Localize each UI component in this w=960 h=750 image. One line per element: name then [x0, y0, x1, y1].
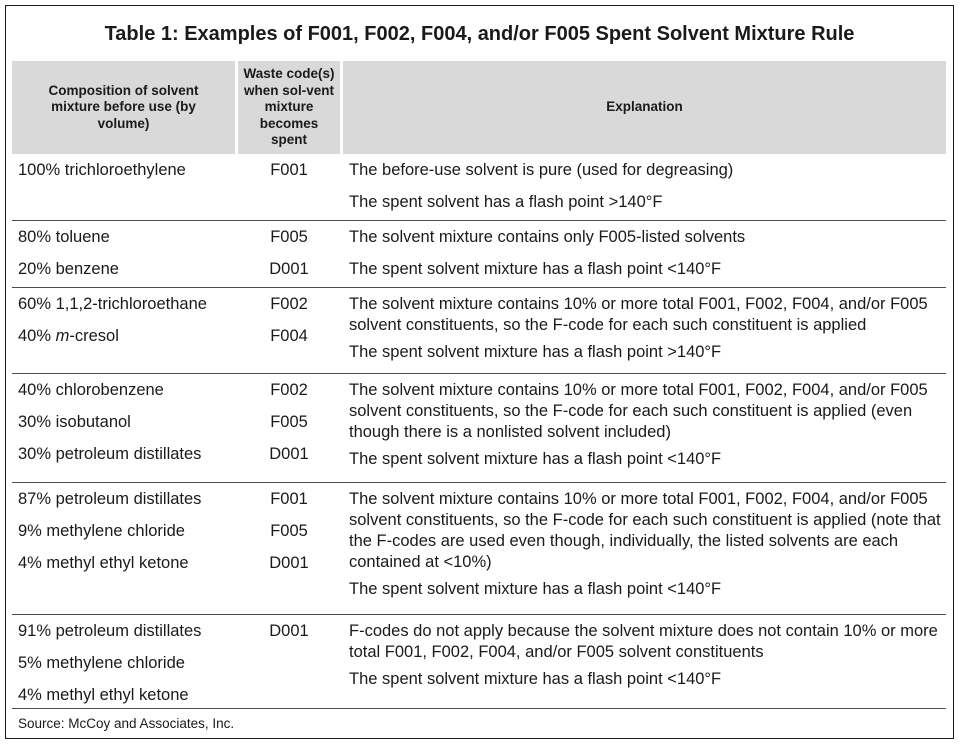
- composition-line: 20% benzene: [18, 260, 119, 278]
- header-waste-code: [238, 61, 340, 154]
- composition-line: 60% 1,1,2-trichloroethane: [18, 295, 207, 313]
- table-frame: [5, 5, 954, 739]
- composition-line: 40% chlorobenzene: [18, 381, 164, 399]
- waste-code: F001: [270, 490, 308, 508]
- table-title: Table 1: Examples of F001, F002, F004, and/or F005 Spent Solvent Mixture Rule: [104, 22, 855, 45]
- composition-cell: [18, 374, 238, 470]
- explanation-text: The spent solvent has a flash point >140°F: [349, 193, 663, 211]
- composition-italic-prefix: m: [55, 327, 70, 345]
- waste-code: F002: [270, 381, 308, 399]
- explanation-text: The spent solvent mixture has a flash point <140°F: [349, 670, 722, 688]
- waste-code-cell: [238, 615, 340, 647]
- source-note: Source: McCoy and Associates, Inc.: [12, 708, 946, 731]
- header-waste-code-label: Waste code(s) when sol-vent mixture becomes spent: [243, 66, 335, 148]
- table-row: [12, 373, 946, 482]
- waste-code-cell: [238, 154, 340, 186]
- composition-line: [18, 320, 238, 352]
- composition-line: 30% isobutanol: [18, 413, 131, 431]
- composition-line: 30% petroleum distillates: [18, 445, 202, 463]
- waste-code-cell: [238, 221, 340, 285]
- explanation-cell: [349, 154, 949, 218]
- waste-code-cell: [238, 483, 340, 579]
- waste-code: F001: [270, 161, 308, 179]
- explanation-cell: [349, 615, 949, 695]
- waste-code: F004: [270, 327, 308, 345]
- table-row: [12, 220, 946, 287]
- composition-name: -cresol: [69, 327, 119, 345]
- explanation-cell: [349, 374, 949, 475]
- waste-code: F005: [270, 228, 308, 246]
- composition-line: 100% trichloroethylene: [18, 161, 186, 179]
- explanation-text: The solvent mixture contains 10% or more total F001, F002, F004, and/or F005 solvent constituents, so the F-code for each such constituent is applied (even though there is a nonlisted solvent included): [349, 381, 928, 441]
- composition-cell: [18, 288, 238, 352]
- table-header: [12, 61, 946, 154]
- waste-code: D001: [269, 622, 309, 640]
- header-composition-label: Composition of solvent mixture before use (by volume): [48, 82, 199, 131]
- explanation-text: The solvent mixture contains 10% or more total F001, F002, F004, and/or F005 solvent constituents, so the F-code for each such constituent is applied (note that the F-codes are used even though, individually, the listed solvents are each contained at <10%): [349, 490, 941, 571]
- waste-code-cell: [238, 288, 340, 352]
- table-row: [12, 287, 946, 373]
- waste-code: F002: [270, 295, 308, 313]
- composition-cell: [18, 615, 238, 711]
- waste-code: F005: [270, 413, 308, 431]
- composition-line: 9% methylene chloride: [18, 522, 185, 540]
- explanation-text: The spent solvent mixture has a flash point <140°F: [349, 450, 722, 468]
- waste-code: D001: [269, 260, 309, 278]
- composition-percent: 40%: [18, 327, 56, 345]
- waste-code-cell: [238, 374, 340, 470]
- composition-cell: [18, 483, 238, 579]
- explanation-text: The solvent mixture contains 10% or more total F001, F002, F004, and/or F005 solvent constituents, so the F-code for each such constituent is applied: [349, 295, 928, 334]
- waste-code: D001: [269, 554, 309, 572]
- explanation-text: F-codes do not apply because the solvent mixture does not contain 10% or more total F001, F002, F004, and/or F005 solvent constituents: [349, 622, 938, 661]
- table-body: [12, 154, 946, 711]
- composition-line: 5% methylene chloride: [18, 654, 185, 672]
- explanation-text: The spent solvent mixture has a flash point <140°F: [349, 260, 722, 278]
- waste-code: D001: [269, 445, 309, 463]
- explanation-text: The solvent mixture contains only F005-listed solvents: [349, 228, 746, 246]
- header-explanation-label: Explanation: [606, 99, 683, 115]
- composition-cell: [18, 154, 238, 186]
- table-row: [12, 614, 946, 711]
- explanation-cell: [349, 221, 949, 285]
- explanation-text: The before-use solvent is pure (used for degreasing): [349, 161, 734, 179]
- composition-line: 4% methyl ethyl ketone: [18, 554, 189, 572]
- explanation-text: The spent solvent mixture has a flash point <140°F: [349, 580, 722, 598]
- composition-line: 87% petroleum distillates: [18, 490, 202, 508]
- table-row: [12, 154, 946, 220]
- composition-line: 4% methyl ethyl ketone: [18, 686, 189, 704]
- explanation-cell: [349, 288, 949, 368]
- header-composition: [12, 61, 235, 154]
- waste-code: F005: [270, 522, 308, 540]
- composition-line: 91% petroleum distillates: [18, 622, 202, 640]
- header-explanation: [343, 61, 946, 154]
- table-row: [12, 482, 946, 614]
- composition-line: 80% toluene: [18, 228, 110, 246]
- composition-cell: [18, 221, 238, 285]
- explanation-cell: [349, 483, 949, 605]
- explanation-text: The spent solvent mixture has a flash point >140°F: [349, 343, 722, 361]
